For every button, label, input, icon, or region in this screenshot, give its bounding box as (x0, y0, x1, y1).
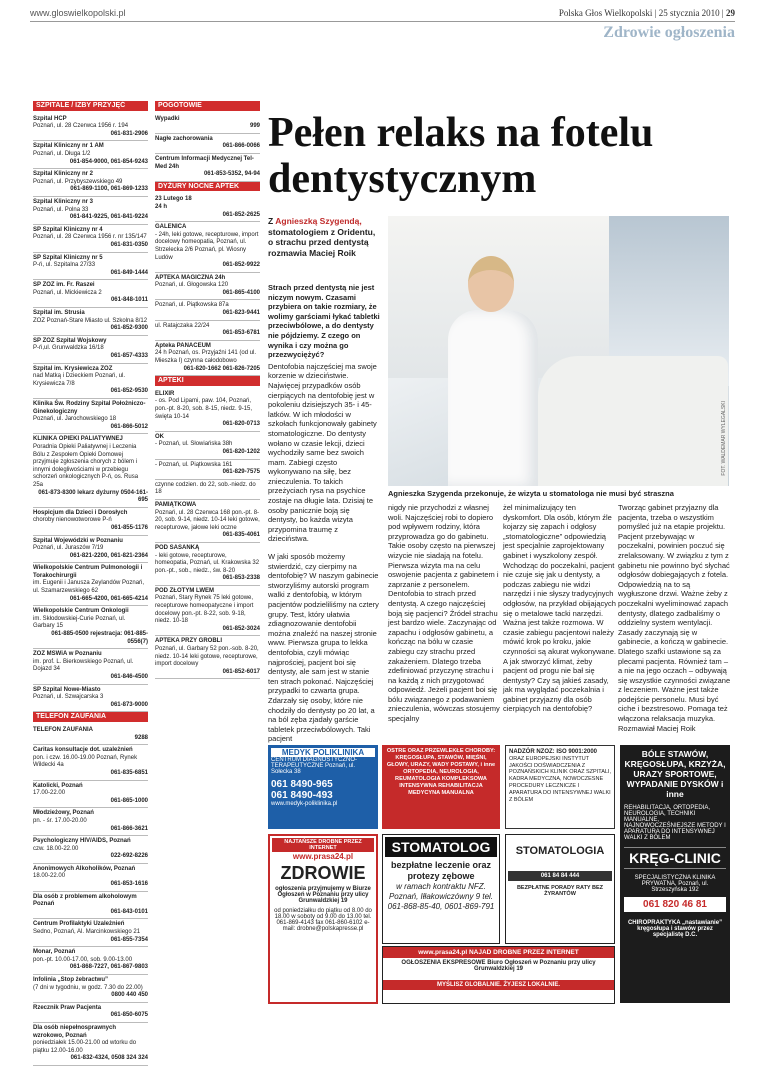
pub-date: Polska Głos Wielkopolski | 25 stycznia 2010 | (558, 8, 724, 18)
entry-address: 18.00-22.00 (33, 873, 66, 880)
entry-address: nad Matką i Dzieckiem Poznań, ul. Krysiewicza 7/8 (33, 373, 126, 387)
pharmacy-name: APTEKA MAGICZNA 24h (155, 274, 226, 281)
entry-phone: 061-853-1616 (110, 881, 148, 888)
pharmacy-entry (155, 480, 260, 500)
zdr-header: NAJTAŃSZE DROBNE PRZEZ INTERNET (272, 838, 374, 852)
entry-phone: 061-843-0101 (110, 908, 148, 915)
pharmacy-address: - Poznań, ul. Piątkowska 161 (155, 461, 233, 468)
entry-name: TELEFON ZAUFANIA (33, 726, 93, 733)
medyk-sub: CENTRUM DIAGNOSTYCZNO-TERAPEUTYCZNE Poznań, ul. Sołecka 38 (271, 757, 357, 775)
ars-phone: 061 84 84 444 (508, 871, 612, 881)
entry-phone: 061-665-4200, 061-665-4214 (69, 595, 148, 602)
hospital-entry (33, 336, 148, 364)
article-title: Pełen relaks na fotelu dentystycznym (268, 110, 654, 202)
article-col-5: Tworząc gabinet przyjazny dla pacjenta, trzeba o wszystkim pomyśleć już na etapie projektu. Pacjent przebywając w poczekalni, powinien poczuć się zrelaksowany. W związku z tym z gabinetu nie powinno być słychać odgłosów dobiegających z fotela. Odpowiedzią na to są wygłuszone drzwi. Ważne żeby z poczekalni wyeliminować zapach dentysty, dlatego zadbaliśmy o oddzielny system wentylacji. Zasady zaczynają się w gabinecie, a kończą w gabinecie. Dlatego szafki ustawione są za plecami pacjenta. Również tam – a nie na jego oczach – odbywają się wszystkie czynności związane z leczeniem. Ważne jest także podejście personelu. Musi być ciche i bezstresowo. Pomaga też włączona relaksacja muzyka. Rozmawiał Maciej Roik (618, 503, 731, 733)
ad-orthopedics[interactable]: OSTRE ORAZ PRZEWLEKŁE CHOROBY: KRĘGOSŁUPA, STAWÓW, MIĘŚNI, GŁOWY, URAZY, WADY POSTAWY, i inne ORTOPEDIA, NEUROLOGIA, REUMATOLOGIA KOMPLEKSOWA INTENSYWNA REHABILITACJA MEDYCYNA MANUALNA (382, 745, 500, 829)
night-date: 23 Lutego 18 (155, 196, 192, 203)
entry-address: im. Eugenii i Janusza Zeylandów Poznań, ul. Szamarzewskiego 62 (33, 580, 145, 595)
night-phone: 061-852-2625 (222, 211, 260, 218)
entry-address: P-ń,ul. Grunwaldzka 16/18 (33, 345, 104, 352)
entry-address: Sedno, Poznań, Al. Marcinkowskiego 21 (33, 929, 141, 936)
entry-phone: 061-866-5012 (110, 423, 148, 430)
section-title: Zdrowie ogłoszenia (603, 24, 735, 41)
pharmacy-name: OK (155, 433, 164, 440)
entry-address: Poznań, ul. Szwajcarska 3 (33, 694, 104, 701)
hospital-entry (33, 169, 148, 197)
kreg-phone: 061 820 46 81 (624, 897, 726, 912)
nadzor-body: ORAZ EUROPEJSKI INSTYTUT JAKOŚCI DOŚWIADCZENIA Z POZNAŃSKICH KLINIK ORAZ SZPITALI, KADRA MEDYCZNA, NOWOCZESNE PROCEDURY LECZNICZE I APARATURA DO INTENSYWNEJ WALKI Z BÓLEM (509, 755, 611, 803)
pharmacy-phone: 061-835-4061 (222, 532, 260, 539)
pharmacy-name: APTEKA PRZY GROBLI (155, 638, 223, 645)
pharmacy-name: GALENICA (155, 224, 187, 231)
photo-dentist (448, 256, 538, 486)
emergency-heading: POGOTOWIE (155, 101, 260, 111)
night-date-entry (155, 194, 260, 222)
entry-address: pon. i czw. 16.00-19.00 Poznań, Rynek Wildecki 4a (33, 754, 138, 769)
photo-caption: Agnieszka Szygenda przekonuje, że wizyta u stomatologa nie musi być straszna (388, 489, 674, 498)
pharmacy-name: PAMIĄTKOWA (155, 501, 197, 508)
entry-address: poniedziałek 15.00-21.00 od wtorku do piątku 12.00-16.00 (33, 1040, 137, 1054)
entry-phone: 061-873-8300 lekarz dyżurny 0504-161-695 (38, 489, 148, 504)
entry-name: Psychologiczny HIV/AIDS, Poznań (33, 838, 131, 845)
entry-phone: 0800 440 450 (111, 992, 148, 999)
entry-phone: 061-868-7227, 061-867-9803 (69, 964, 148, 971)
hospital-entry (33, 606, 148, 649)
entry-address: Poznań, ul. 28 Czerwca 1956 r. nr 135/147 (33, 234, 147, 241)
emergency-entry (155, 134, 260, 154)
article-col-3: nigdy nie przychodzi z własnej woli. Najczęściej robi to dopiero pod wpływem rodziny, która przyprowadza go do gabinetu. Takie osoby często na pierwszej wizycie nie siadają na fotelu. Pierwsza wizyta ma na celu oswojenie pacjenta z gabinetem i zaprzanie z personelem. Dentofobia to strach przed dentystą. A czego najczęściej boją się pacjenci? Źródeł strachu jest bardzo wiele. Zaczynając od zapachu i odgłosów gabinetu, a kończąc na bólu w czasie zabiegu czy strachu przed zakażeniem. Dlatego trzeba zdefiniować przyczynę strachu i na każdą z nich przygotować odpowiedź. Jeżeli pacjent boi się bólu związanego z podawaniem znieczulenia, wówczas stosujemy specjalny (388, 503, 500, 724)
entry-phone: 061-866-3621 (110, 825, 148, 832)
entry-name: Hospicjum dla Dzieci i Dorosłych (33, 509, 128, 516)
entry-address: (7 dni w tygodniu, w godz. 7.30 do 22.00) (33, 984, 143, 991)
ad-stomatolog[interactable] (382, 834, 500, 944)
night-hours: 24 h (155, 203, 168, 210)
entry-phone: 061-849-1444 (110, 269, 148, 276)
entry-address: choroby nienowotworowe P-ń (33, 517, 112, 524)
pharmacy-phone: 061-820-1202 (222, 448, 260, 455)
emergency-entry (155, 154, 260, 182)
entry-address: Poznań, ul. Przybyszewskiego 49 (33, 178, 123, 185)
stom-info: w ramach kontraktu NFZ. Poznań, Iłłakowiczówny 9 tel. 061-868-85-40, 0601-869-791 (387, 882, 495, 911)
entry-name: Anonimowych Alkoholików, Poznań (33, 865, 136, 872)
ad-nadzor[interactable] (505, 745, 615, 829)
entry-name: Szpital HCP (33, 115, 67, 122)
ars-title: STOMATOLOGIA (515, 845, 605, 857)
pharmacy-entry (155, 341, 260, 376)
entry-phone: 061-831-2906 (110, 130, 148, 137)
emergency-entry (155, 114, 260, 134)
pharmacy-address: Poznań, ul. 28 Czerwca 168 pon.-pt. 8-20, sob. 9-14, niedz. 10-14 leki gotowe, recepturowe, jałowe leki oczne (155, 509, 260, 531)
night-pharmacy-heading: DYŻURY NOCNE APTEK (155, 182, 260, 192)
entry-address: ZOZ Poznań-Stare Miasto ul. Szkolna 8/12 (33, 317, 148, 324)
hospital-entry (33, 399, 148, 434)
hotline-entry (33, 836, 148, 864)
pharmacy-entry (155, 389, 260, 432)
hospitals-column (33, 101, 148, 1066)
hospital-entry (33, 536, 148, 564)
entry-name: Wielkopolskie Centrum Onkologii (33, 608, 129, 615)
entry-address: pn. - śr. 17.00-20.00 (33, 817, 87, 824)
pharmacy-entry (155, 321, 260, 341)
hotline-entry (33, 725, 148, 745)
pharmacy-phone: 061-823-9441 (222, 310, 260, 317)
entry-name: Szpital Wojewódzki w Poznaniu (33, 537, 123, 544)
hotline-entry (33, 808, 148, 836)
bot-info: OGŁOSZENIA EKSPRESOWE Biuro Ogłoszeń w Poznaniu przy ulicy Grunwaldzkiej 19 (401, 960, 596, 972)
medyk-title: MEDYK POLIKLINIKA (271, 748, 375, 757)
pharmacy-entry (155, 300, 260, 320)
entry-name: Dla osób niepełnosprawnych wzrokowo, Poznań (33, 1024, 117, 1039)
medyk-phone-2: 061 8490-493 (271, 790, 333, 801)
kreg-headline: BÓLE STAWÓW, KRĘGOSŁUPA, KRZYŻA, URAZY SPORTOWE, WYPADANIE DYSKÓW i inne (624, 749, 726, 799)
entry-phone: 061-831-0350 (110, 241, 148, 248)
hotline-entry (33, 919, 148, 947)
hospital-entry (33, 225, 148, 253)
photo-dental-chair (538, 356, 728, 486)
pharmacy-address: Poznań, ul. Głogowska 120 (155, 282, 229, 289)
entry-name: Klinika Św. Rodziny Szpital Położniczo-Ginekologiczny (33, 401, 146, 415)
pharmacy-phone: 061-853-6781 (222, 330, 260, 337)
pharmacy-entry (155, 586, 260, 637)
pharmacy-address: ul. Ratajczaka 22/24 (155, 322, 210, 329)
hospital-entry (33, 114, 148, 142)
entry-address: Poradnia Opieki Paliatywnej i Leczenia Bólu z Zespołem Opieki Domowej przyjmuje zgłoszenia chorych z bólem i innymi dolegliwościami w przebiegu schorzeń onkologicznych P-ń, os. Rusa 25a (33, 443, 139, 488)
pharmacy-entry (155, 273, 260, 301)
kreg-logo: KRĘG-CLINIC (624, 847, 726, 869)
answer-1: Dentofobia najczęściej ma swoje korzenie w dzieciństwie. Najwięcej przypadków osób cierpiących na dentofobię jest w pokoleniu dzisiejszych 35- i 45-latków. W ich młodości w szkołach funkcjonowały gabinety stomatologiczne. Do dentysty wołano w czasie lekcji, dzieci wychodziły same bez swoich mam. Zabiegi często wykonywano na siłę, bez znieczulenia. To takich przeżyciach rysa na psychice zostaje na długie lata. Dzisiaj te osoby panicznie boją się dentysty, bo każda wizyta przypomina traumę z dzieciństwa. (268, 361, 377, 544)
dentist-coat (448, 310, 538, 486)
bot-header: www.prasa24.pl NAJAD DROBNE PRZEZ INTERNET (383, 947, 614, 958)
bot-slogan: MYŚLISZ GLOBALNIE. ŻYJESZ LOKALNIE. (383, 980, 614, 990)
pharmacy-address: - leki gotowe, recepturowe, homeopatia, Poznań, ul. Krakowska 32 pon.-pt., sob., niedz., św. 8-20 (155, 552, 260, 574)
hotline-entry (33, 781, 148, 809)
pharmacy-heading: APTEKI (155, 376, 260, 386)
ad-medyk[interactable] (268, 745, 378, 829)
entry-address: Poznań, ul. 28 Czerwca 1956 r. 194 (33, 123, 129, 130)
stom-line: bezpłatne leczenie oraz protezy zębowe (390, 860, 492, 881)
entry-name: Młodzieżowy, Poznań (33, 810, 94, 817)
pharmacy-phone: 061-852-3024 (222, 625, 260, 632)
entry-address: Poznań, ul. Juraszów 7/19 (33, 545, 104, 552)
entry-phone: 061-855-1176 (110, 524, 148, 531)
entry-name: ZOZ MSWiA w Poznaniu (33, 651, 102, 658)
entry-phone: 061-857-4333 (110, 353, 148, 360)
kreg-services: REHABILITACJA, ORTOPEDIA, NEUROLOGIA, TECHNIKI MANUALNE, NAJNOWOCZEŚNIEJSZE METODY I APARATURA DO INTENSYWNEJ WALKI Z BÓLEM (624, 805, 726, 841)
hotline-heading: TELEFON ZAUFANIA (33, 712, 148, 722)
entry-phone: 061-850-6075 (110, 1012, 148, 1019)
pharmacy-entry (155, 460, 260, 480)
pharmacy-address: Poznań, Stary Rynek 75 leki gotowe, recepturowe homeopatyczne i import docelowy pon.-pt. 8-22, sob. 9-18, niedz. 10-18 (155, 595, 254, 625)
pharmacy-address: czynne codzien. do 22, sob.-niedz. do 18 (155, 481, 256, 496)
entry-phone: 061-846-4500 (110, 674, 148, 680)
pharmacy-entry (155, 222, 260, 273)
pharmacy-name: Apteka PANACEUM (155, 342, 211, 349)
entry-address: Poznań, ul. Długa 1/2 (33, 150, 91, 157)
zdr-sub: ogłoszenia przyjmujemy w Biurze Ogłoszeń w Poznaniu przy ulicy Grunwaldzkiej 19 (275, 886, 371, 904)
article-photo (388, 216, 729, 486)
entry-phone: 061-869-1100, 061-869-1233 (70, 186, 148, 193)
hospital-entry (33, 685, 148, 713)
hotline-entry (33, 1003, 148, 1023)
hospital-entry (33, 563, 148, 606)
article-col-2: W jaki sposób możemy stwierdzić, czy cierpimy na dentofobię? W naszym gabinecie stworzyliśmy autorski program walki z dentofobią, w którym pacjentów podzieliliśmy na cztery grupy. Test, który ułatwia zdiagnozowanie dentofobii można znaleźć na naszej stronie www. Pierwsza grupa to lekka dentofobia, czyli mówiąc najprościej, pacjent boi się dentysty, ale sam jest w stanie ten strach pokonać. Najczęściej przypadki to czwarta grupa. Zdarzały się osoby, które nie chodziły do dentysty po 20 lat, a na ból zęba zjadały garście tabletek przeciwbólowych. Taki pacjent (268, 552, 379, 744)
pharmacy-name: POD SASANKĄ (155, 544, 200, 551)
pharmacy-address: - Poznań, ul. Słowiańska 38h (155, 441, 233, 448)
lead-prefix: Z (268, 216, 274, 226)
medyk-phone-1: 061 8490-965 (271, 779, 333, 790)
entry-name: SP Szpital Kliniczny nr 4 (33, 226, 103, 233)
entry-address: P-ń, ul. Szpitalna 27/33 (33, 262, 96, 269)
entry-address: czw. 18.00-22.00 (33, 845, 79, 852)
ad-ars-dent[interactable] (505, 834, 615, 944)
lead-text: stomatologiem z Oridentu, o strachu przed dentystą rozmawia Maciej Roik (268, 226, 376, 258)
entry-name: Rzecznik Praw Pacjenta (33, 1004, 102, 1011)
pharmacy-column (155, 101, 260, 679)
pharmacy-address: 24 h Poznań, os. Przyjaźni 141 (od ul. Mieszka I) czynna całodobowo (155, 350, 257, 365)
ad-prasa24[interactable] (382, 946, 615, 1004)
entry-name: Katolicki, Poznań (33, 782, 83, 789)
entry-phone: 061-852-9530 (110, 388, 148, 395)
entry-phone: 9288 (134, 734, 148, 741)
lead-author: Agnieszką Szygendą, (275, 216, 362, 226)
row-phone: 061-866-0066 (222, 143, 260, 150)
hospital-entry (33, 649, 148, 684)
pharmacy-name: ELIXIR (155, 390, 175, 397)
pharmacy-entry (155, 636, 260, 679)
hotline-entry (33, 947, 148, 975)
row-name: Nagłe zachorowania (155, 135, 213, 142)
entry-phone: 061-835-6851 (110, 769, 148, 776)
entry-address: Poznań, ul. Polna 33 (33, 206, 89, 213)
hospital-entry (33, 141, 148, 169)
hospital-entry (33, 197, 148, 225)
entry-name: Szpital im. Strusia (33, 310, 85, 317)
photo-credit: FOT. WALDEMAR WYLEGALSKI (721, 401, 727, 476)
pharmacy-phone: 061-820-0713 (222, 421, 260, 428)
entry-address: im. Skłodowskiej-Curie Poznań, ul. Garbary 15 (33, 615, 126, 630)
hotline-entry (33, 745, 148, 780)
pharmacy-entry (155, 500, 260, 543)
article-col-4: żel minimalizujący ten dyskomfort. Dla osób, którym źle kojarzy się zapach i odgłosy „stomatologiczne” odpowiedzią jest specjalnie zaprojektowany gabinet i wyszkolony zespół. Wchodząc do poczekalni, pacjent nie czuje się jak u dentysty, a podczas zabiegu nie widzi narzędzi i nie słyszy tradycyjnych odgłosów, na przykład obijających się o metalowe tacki narzędzi. Ważna jest także rozmowa. W czasie zabiegu pacjentowi należy mówić krok po kroku, jakie czynności są akurat wykonywane. A jak stworzyć klimat, żeby pacjent od progu nie bał się dentysty? Czy są jakieś zasady, jak ma wyglądać poczekalnia i gabinet przyjazny dla osób cierpiących na dentofobię? (503, 503, 616, 714)
entry-name: SP Szpital Kliniczny nr 5 (33, 254, 103, 261)
entry-phone: 022-692-8226 (110, 853, 148, 860)
entry-name: Szpital Kliniczny nr 3 (33, 198, 94, 205)
entry-name: Szpital Kliniczny nr 2 (33, 171, 94, 178)
row-name: Wypadki (155, 115, 180, 122)
stom-title: STOMATOLOG (385, 837, 497, 857)
hotline-entry (33, 864, 148, 892)
pharmacy-address: - os. Pod Lipami, paw. 104, Poznań, pon.-pt. 8-20, sob. 8-15, niedz. 9-15, święta 10-14 (155, 398, 253, 420)
pharmacy-name: POD ZŁOTYM LWEM (155, 587, 214, 594)
entry-phone: 061-852-9300 (110, 325, 148, 332)
hotline-entry (33, 892, 148, 920)
pharmacy-phone: 061-852-6017 (222, 668, 260, 675)
entry-phone: 061-865-1000 (110, 797, 148, 804)
nadzor-title: NADZÓR NZOZ: ISO 9001:2000 (509, 749, 598, 755)
ad-kreg-clinic[interactable] (620, 745, 730, 1003)
row-name: Centrum Informacji Medycznej Tel-Med 24h (155, 155, 254, 170)
pharmacy-entry (155, 432, 260, 460)
hotline-entry (33, 975, 148, 1003)
entry-name: Centrum Profilaktyki Uzależnień (33, 921, 125, 928)
zdr-url[interactable]: www.prasa24.pl (292, 852, 354, 861)
entry-name: Szpital Kliniczny nr 1 AM (33, 143, 104, 150)
entry-name: Caritas konsultacje dot. uzależnień (33, 747, 133, 754)
entry-name: KLINIKA OPIEKI PALIATYWNEJ (33, 436, 123, 443)
entry-phone: 061-873-9000 (110, 701, 148, 708)
pharmacy-entry (155, 543, 260, 586)
publication-info (559, 8, 735, 18)
pharmacy-address: Poznań, ul. Piątkowska 87a (155, 302, 229, 309)
pharmacy-phone: 061-853-2338 (222, 575, 260, 582)
header-rule (30, 21, 735, 22)
entry-address: 17.00-22.00 (33, 790, 66, 797)
hotline-entry (33, 1023, 148, 1066)
entry-phone: 061-885-0500 rejestracja: 061-885-0556(7) (51, 631, 148, 645)
page-number: 29 (726, 8, 735, 18)
hospital-entry (33, 364, 148, 399)
entry-name: SP ZOZ Szpital Wojskowy (33, 337, 107, 344)
entry-address: Poznań, ul. Jarochowskiego 18 (33, 416, 117, 423)
entry-phone: 061-841-9225, 061-841-9224 (69, 214, 148, 221)
row-phone: 999 (249, 123, 260, 130)
ad-zdrowie[interactable] (268, 834, 378, 1004)
entry-phone: 061-821-2200, 061-821-2364 (69, 552, 148, 559)
article-lead (268, 216, 380, 258)
entry-phone: 061-832-4324, 0508 324 324 (70, 1055, 148, 1062)
entry-address: Poznań, ul. Mickiewicza 2 (33, 289, 102, 296)
site-url[interactable]: www.gloswielkopolski.pl (30, 8, 126, 18)
dentist-head (468, 256, 514, 312)
pharmacy-phone: 061-865-4100 (222, 289, 260, 296)
entry-name: Szpital im. Krysiewicza ZOZ (33, 365, 113, 372)
question-1: Strach przed dentystą nie jest niczym nowym. Czasami przybiera on takie rozmiary, że wolimy garściami łykać tabletki przeciwbólowe, a do dentysty nie pójdziemy. Z czego on wynika i czy można go przezwyciężyć? (268, 283, 380, 360)
zdr-title: ZDROWIE (280, 863, 366, 883)
entry-phone: 061-848-1011 (110, 297, 148, 304)
kreg-chiro: CHIROPRAKTYKA „nastawianie” kręgosłupa i stawów przez specjalistę D.C. (627, 920, 723, 938)
entry-name: Infolinia „Stop żebractwu” (33, 977, 109, 983)
hospital-entry (33, 434, 148, 507)
pharmacy-address: Poznań, ul. Garbary 52 pon.-sob. 8-20, niedz. 10-14 leki gotowe, recepturowe, import docelowy (155, 646, 259, 668)
entry-name: Monar, Poznań (33, 949, 76, 956)
entry-phone: 061-855-7354 (110, 936, 148, 943)
hospital-entry (33, 253, 148, 281)
hospital-entry (33, 280, 148, 308)
entry-name: Dla osób z problemem alkoholowym Poznań (33, 893, 137, 908)
pharmacy-phone: 061-852-9922 (222, 262, 260, 269)
pharmacy-phone: 061-829-7575 (222, 469, 260, 476)
pharmacy-phone: 061-820-1662 061-826-7205 (183, 365, 260, 372)
row-phone: 061-853-5352, 94-94 (203, 171, 260, 178)
zdr-contact: od poniedziałku do piątku od 8.00 do 18.00 w soboty od 9.00 do 13.00 tel. 061-869-4143 fax 061-860-6102 e-mail: drobne@polskapresse.pl (274, 908, 372, 932)
entry-name: SP ZOZ im. Fr. Raszei (33, 282, 95, 289)
article-col-1 (268, 283, 380, 546)
entry-name: Wielkopolskie Centrum Pulmonologii i Torakochirurgii (33, 565, 143, 579)
ars-tagline: BEZPŁATNE PORADY RATY BEZ ŻYRANTÓW (516, 885, 604, 897)
hospital-entry (33, 308, 148, 336)
medyk-url[interactable]: www.medyk-poliklinika.pl (271, 801, 338, 807)
hospitals-heading: SZPITALE / IZBY PRZYJĘĆ (33, 101, 148, 111)
entry-name: SP Szpital Nowe-Miasto (33, 686, 101, 693)
entry-phone: 061-854-9000, 061-854-9243 (69, 158, 148, 165)
entry-address: pon.-pt. 10.00-17.00, sob. 9.00-13.00 (33, 956, 133, 963)
hospital-entry (33, 508, 148, 536)
entry-address: im. prof. L. Bierkowskiego Poznań, ul. Dojazd 34 (33, 658, 134, 673)
pharmacy-address: - 24h, leki gotowe, recepturowe, import docelowy homeopatia, Poznań, ul. Strzelecka 2/6 Poznań, pl. Wiosny Ludów (155, 231, 259, 261)
kreg-address: SPECJALISTYCZNA KLINIKA PRYWATNA, Poznań, ul. Strzeszyńska 192 (634, 875, 716, 893)
